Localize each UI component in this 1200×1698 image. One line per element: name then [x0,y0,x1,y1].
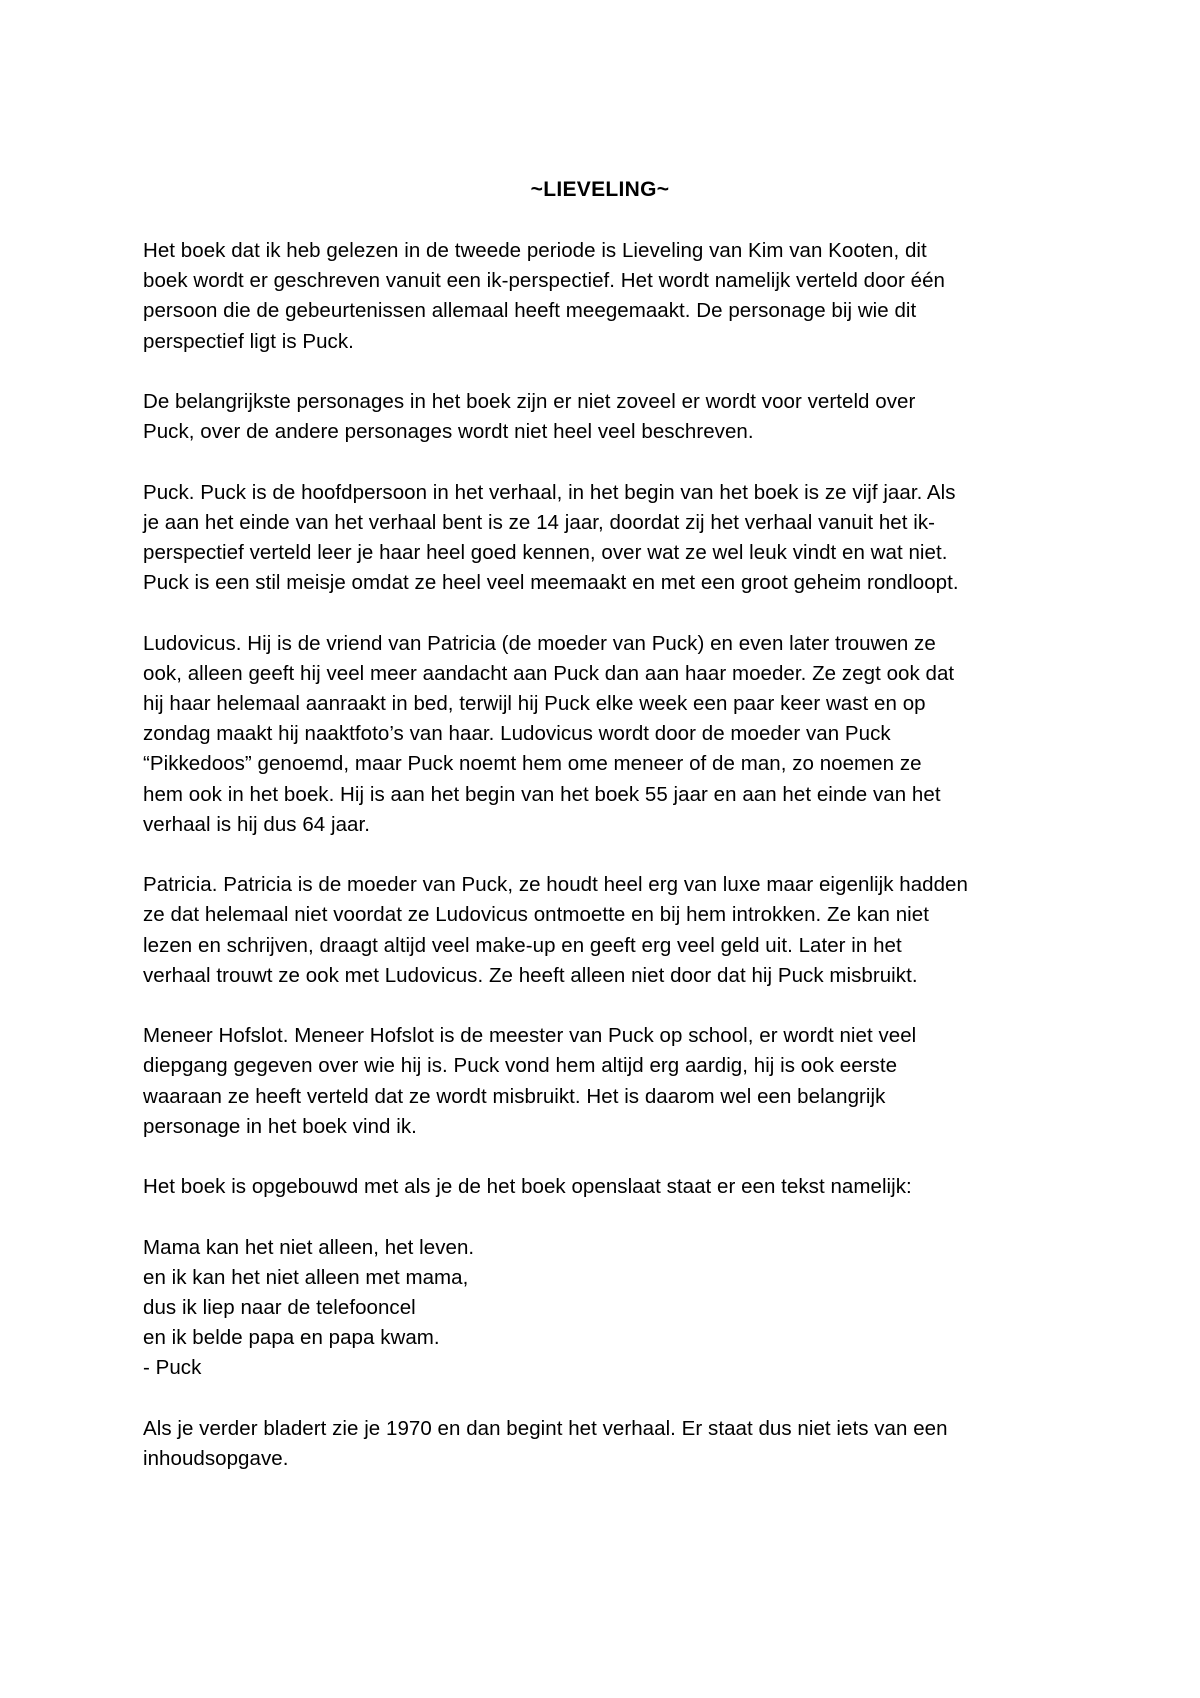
document-title: ~LIEVELING~ [530,178,670,201]
text-line: “Pikkedoos” genoemd, maar Puck noemt hem ome meneer of de man, zo noemen ze [143,752,922,776]
text-line: inhoudsopgave. [143,1447,289,1470]
poem-line: en ik belde papa en papa kwam. [143,1326,440,1350]
text-line: verhaal is hij dus 64 jaar. [143,812,370,836]
text-line: lezen en schrijven, draagt altijd veel make-up en geeft erg veel geld uit. Later in het [143,933,902,957]
text-line: Ludovicus. Hij is de vriend van Patricia (de moeder van Puck) en even later trouwen ze [143,631,936,655]
text-line: verhaal trouwt ze ook met Ludovicus. Ze heeft alleen niet door dat hij Puck misbruikt. [143,963,918,987]
text-line: zondag maakt hij naaktfoto’s van haar. Ludovicus wordt door de moeder van Puck [143,722,891,746]
paragraph-ludovicus [143,629,1073,840]
text-line: ook, alleen geeft hij veel meer aandacht aan Puck dan aan haar moeder. Ze zegt ook dat [143,661,955,685]
paragraph-hofslot [143,1021,1073,1142]
text-line: persoon die de gebeurtenissen allemaal heeft meegemaakt. De personage bij wie dit [143,299,917,323]
text-line: De belangrijkste personages in het boek zijn er niet zoveel er wordt voor verteld over [143,390,916,413]
poem-line: Mama kan het niet alleen, het leven. [143,1235,475,1259]
poem-line: en ik kan het niet alleen met mama, [143,1265,469,1289]
document-body [143,236,1073,1504]
text-line: perspectief verteld leer je haar heel goed kennen, over wat ze wel leuk vindt en wat niet. [143,541,948,564]
text-line: perspectief ligt is Puck. [143,329,354,353]
paragraph-conclusion [143,1414,1073,1474]
text-line: je aan het einde van het verhaal bent is ze 14 jaar, doordat zij het verhaal vanuit het ik- [143,510,936,534]
text-line: diepgang gegeven over wie hij is. Puck vond hem altijd erg aardig, hij is ook eerste [143,1054,898,1078]
poem-quote [143,1233,1073,1384]
text-line: ze dat helemaal niet voordat ze Ludovicus ontmoette en bij hem introkken. Ze kan niet [143,903,929,927]
text-line: Puck is een stil meisje omdat ze heel veel meemaakt en met een groot geheim rondloopt. [143,571,959,595]
text-line: Puck, over de andere personages wordt niet heel veel beschreven. [143,420,754,444]
text-line: Meneer Hofslot. Meneer Hofslot is de meester van Puck op school, er wordt niet veel [143,1024,917,1048]
paragraph-opbouw [143,1172,1073,1202]
poem-attribution: - Puck [143,1356,202,1380]
text-line: Patricia. Patricia is de moeder van Puck, ze houdt heel erg van luxe maar eigenlijk hadden [143,873,968,897]
poem-line: dus ik liep naar de telefooncel [143,1296,416,1319]
text-line: Het boek is opgebouwd met als je de het boek openslaat staat er een tekst namelijk: [143,1175,912,1199]
paragraph-personages [143,387,1073,447]
text-line: boek wordt er geschreven vanuit een ik-perspectief. Het wordt namelijk verteld door één [143,269,945,293]
paragraph-intro [143,236,1073,357]
text-line: personage in het boek vind ik. [143,1114,417,1138]
text-line: hem ook in het boek. Hij is aan het begin van het boek 55 jaar en aan het einde van het [143,782,941,806]
paragraph-puck [143,478,1073,599]
text-line: Puck. Puck is de hoofdpersoon in het verhaal, in het begin van het boek is ze vijf jaar. Als [143,480,956,504]
text-line: Als je verder bladert zie je 1970 en dan begint het verhaal. Er staat dus niet iets van een [143,1416,948,1440]
text-line: Het boek dat ik heb gelezen in de tweede periode is Lieveling van Kim van Kooten, dit [143,239,927,262]
text-line: hij haar helemaal aanraakt in bed, terwijl hij Puck elke week een paar keer wast en op [143,692,926,715]
text-line: waaraan ze heeft verteld dat ze wordt misbruikt. Het is daarom wel een belangrijk [143,1084,886,1108]
paragraph-patricia [143,870,1073,991]
